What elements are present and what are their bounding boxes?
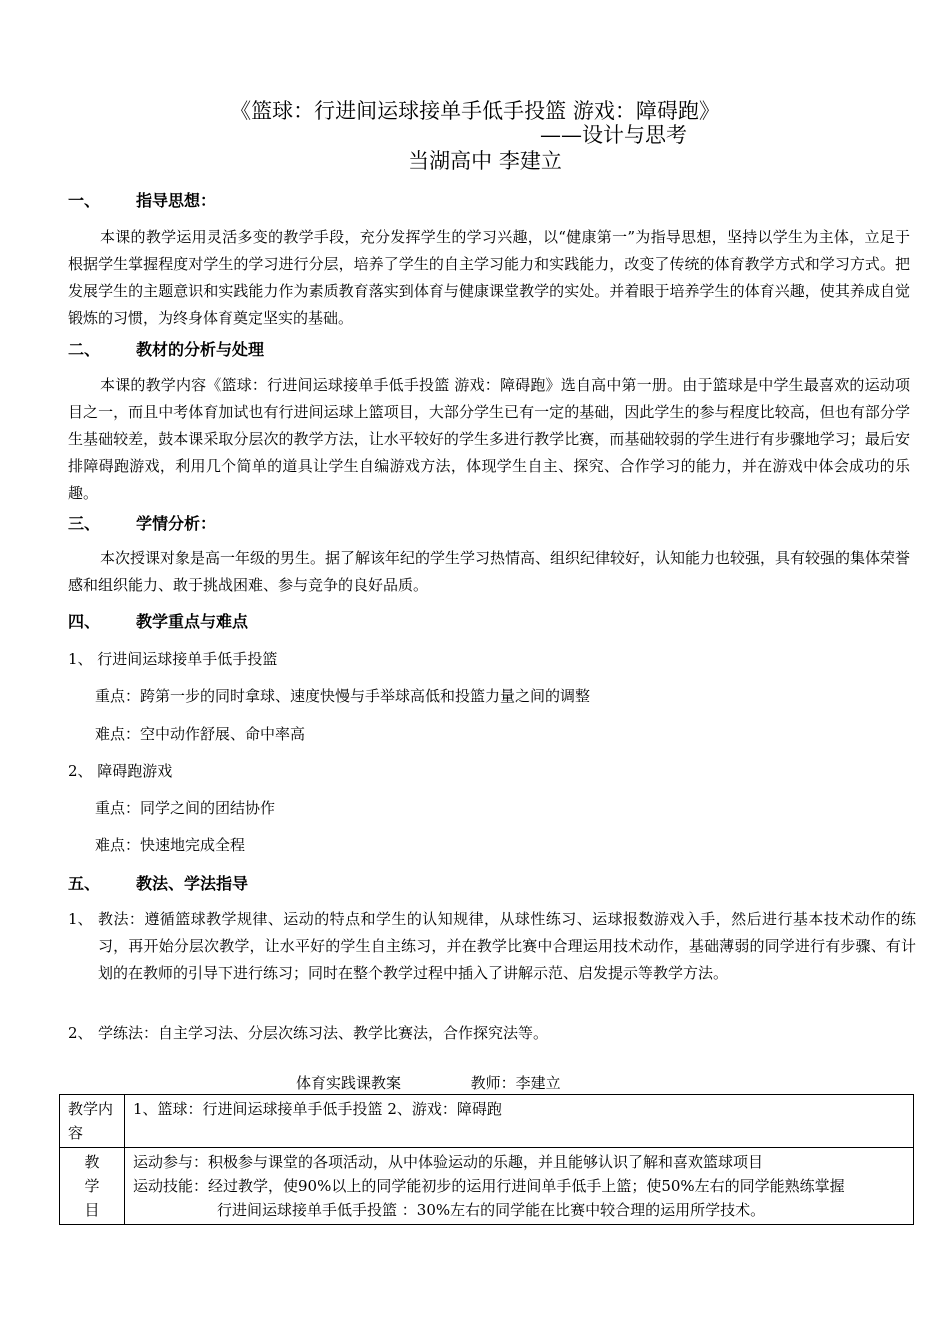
- table-row-header-char: 目: [84, 1201, 100, 1219]
- focus-item-2-key: 重点：同学之间的团结协作: [95, 799, 276, 817]
- section-number: 一、: [68, 191, 101, 210]
- goal-participation: 运动参与：积极参与课堂的各项活动，从中体验运动的乐趣，并且能够认识了解和喜欢篮球项目: [133, 1153, 764, 1171]
- method-item-1: [68, 906, 916, 987]
- document-author: 当湖高中 李建立: [408, 149, 562, 173]
- section-number: 三、: [68, 514, 101, 533]
- table-row: [60, 1148, 914, 1225]
- goal-skills-continued: 行进间运球接单手低手投篮 ：30%左右的同学能在比赛中较合理的运用所学技术。: [217, 1201, 766, 1219]
- method-item-2: [68, 1020, 916, 1047]
- table-row: [60, 1095, 914, 1148]
- table-caption-teacher: 教师：李建立: [470, 1074, 561, 1092]
- paragraph-student-analysis: 本次授课对象是高一年级的男生。据了解该年纪的学生学习热情高、组织纪律较好，认知能力也较强，具有较强的集体荣誉感和组织能力、敢于挑战困难、参与竞争的良好品质。: [68, 549, 911, 594]
- table-row-header: 教学内容: [60, 1095, 125, 1148]
- table-cell-goals: [125, 1148, 914, 1225]
- paragraph-material-analysis: 本课的教学内容《篮球：行进间运球接单手低手投篮 游戏：障碍跑》选自高中第一册。由于篮球是中学生最喜欢的运动项目之一，而且中考体育加试也有行进间运球上篮项目，大部分学生已有一定的基础，因此学生的参与程度比较高，但也有部分学生基础较差，鼓本课采取分层次的教学方法，让水平较好的学生多进行教学比赛，而基础较弱的学生进行有步骤地学习；最后安排障碍跑游戏，利用几个简单的道具让学生自编游戏方法，体现学生自主、探究、合作学习的能力，并在游戏中体会成功的乐趣。: [68, 376, 910, 502]
- table-row-header-char: 教: [84, 1153, 100, 1171]
- paragraph-guiding-thought: 本课的教学运用灵活多变的教学手段，充分发挥学生的学习兴趣，以“健康第一”为指导思想，坚持以学生为主体，立足于根据学生掌握程度对学生的学习进行分层，培养了学生的自主学习能力和实践能力，改变了传统的体育教学方式和学习方式。把发展学生的主题意识和实践能力作为素质教育落实到体育与健康课堂教学的实处。并着眼于培养学生的体育兴趣，使其养成自觉锻炼的习惯，为终身体育奠定坚实的基础。: [68, 228, 910, 327]
- section-title: 学情分析：: [136, 514, 217, 533]
- goal-skills: 运动技能：经过教学，使90%以上的同学能初步的运用行进间单手低手上篮；使50%左右的同学能熟练掌握: [133, 1177, 845, 1195]
- section-title: 指导思想：: [136, 191, 217, 210]
- focus-item-2-difficulty: 难点：快速地完成全程: [95, 836, 246, 854]
- section-number: 四、: [68, 612, 101, 631]
- table-row-header: [60, 1148, 125, 1225]
- table-caption-title: 体育实践课教案: [296, 1074, 402, 1092]
- section-number: 二、: [68, 340, 101, 359]
- section-title: 教法、学法指导: [136, 874, 249, 893]
- section-heading-1: [68, 190, 216, 212]
- table-cell-content: 1、篮球：行进间运球接单手低手投篮 2、游戏：障碍跑: [125, 1095, 914, 1148]
- section-heading-3: [68, 513, 216, 535]
- document-title: 《篮球：行进间运球接单手低手投篮 游戏：障碍跑》: [230, 99, 720, 123]
- focus-item-1-key: 重点：跨第一步的同时拿球、速度快慢与手举球高低和投篮力量之间的调整: [95, 687, 591, 705]
- method-item-number: 1、: [68, 910, 93, 928]
- section-heading-2: [68, 339, 264, 361]
- method-item-number: 2、: [68, 1024, 93, 1042]
- document-subtitle: ——设计与思考: [540, 123, 687, 147]
- section-heading-5: [68, 873, 248, 895]
- method-item-text: 学练法：自主学习法、分层次练习法、教学比赛法，合作探究法等。: [98, 1024, 549, 1042]
- table-row-header-char: 学: [84, 1177, 100, 1195]
- focus-item-1: 1、 行进间运球接单手低手投篮: [68, 650, 278, 668]
- table-caption: [296, 1072, 561, 1093]
- section-title: 教学重点与难点: [136, 612, 249, 631]
- section-heading-4: [68, 611, 248, 633]
- focus-item-2: 2、 障碍跑游戏: [68, 762, 173, 780]
- section-number: 五、: [68, 874, 101, 893]
- section-title: 教材的分析与处理: [136, 340, 265, 359]
- lesson-plan-table: [59, 1094, 914, 1225]
- focus-item-1-difficulty: 难点：空中动作舒展、命中率高: [95, 725, 306, 743]
- method-item-text: 教法：遵循篮球教学规律、运动的特点和学生的认知规律，从球性练习、运球报数游戏入手，然后进行基本技术动作的练习，再开始分层次教学，让水平好的学生自主练习，并在教学比赛中合理运用技术动作，基础薄弱的同学进行有步骤、有计划的在教师的引导下进行练习；同时在整个教学过程中插入了讲解示范、启发提示等教学方法。: [98, 910, 916, 982]
